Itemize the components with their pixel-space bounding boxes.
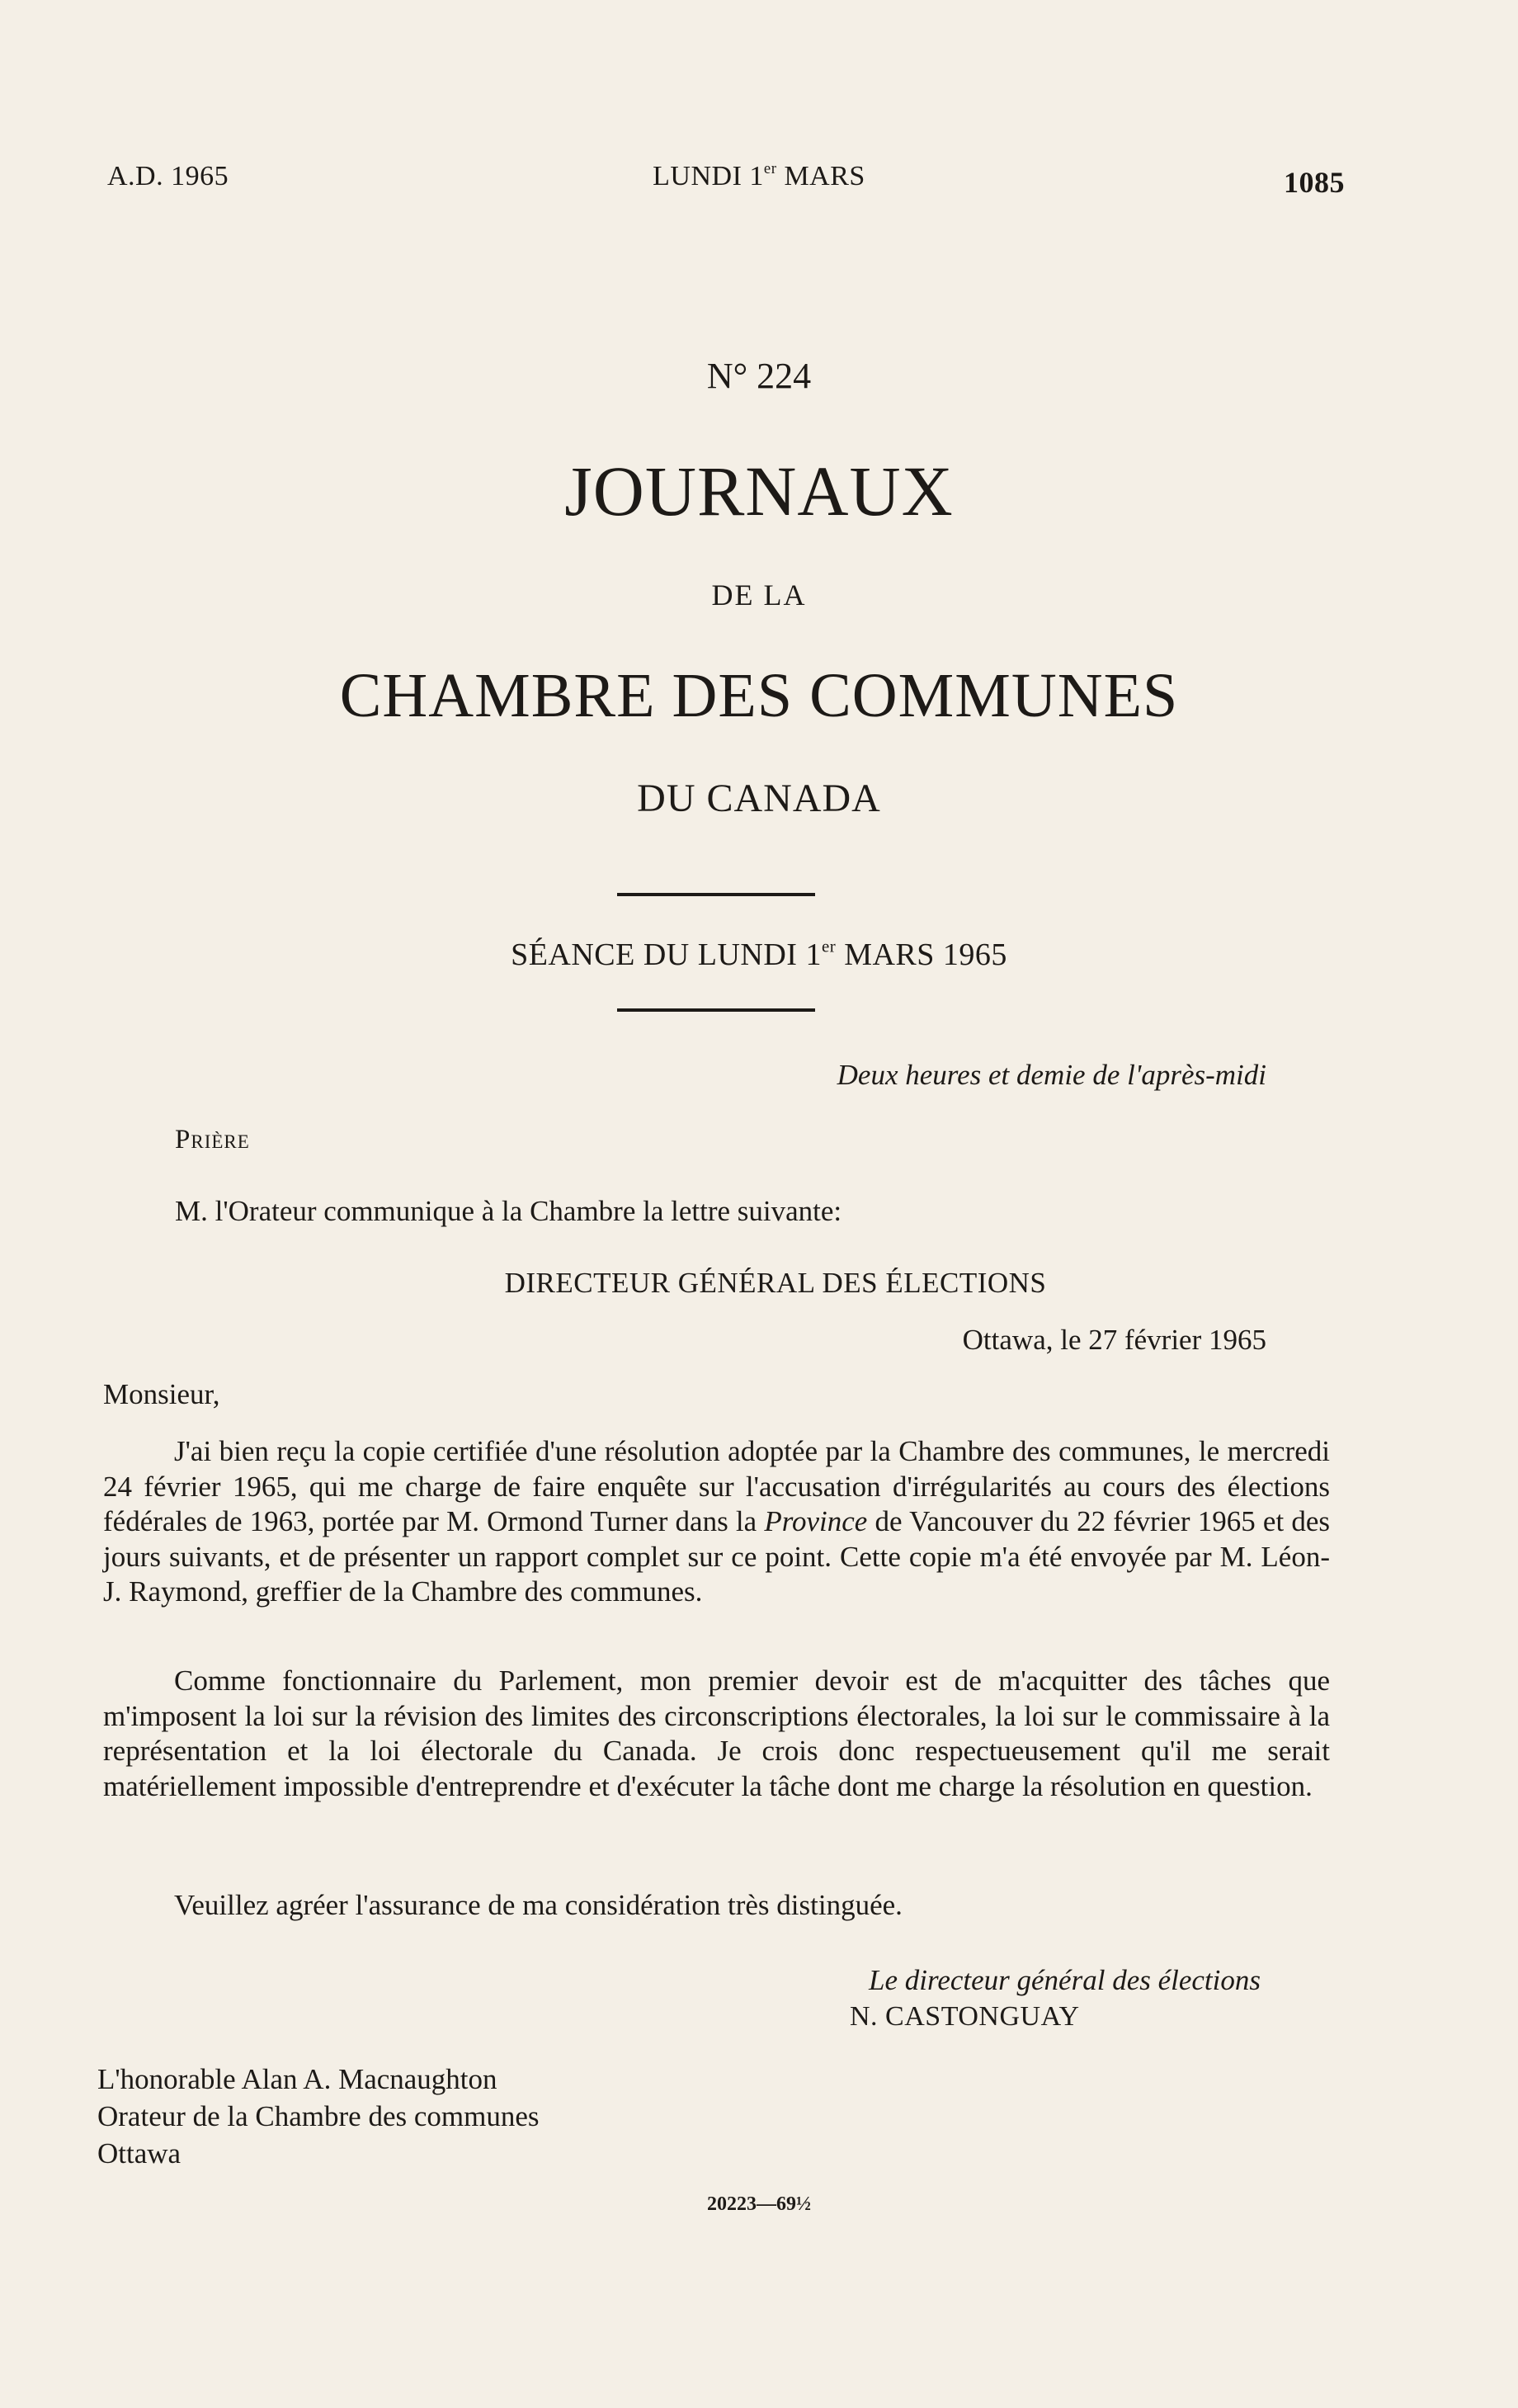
header-date-sup: er (763, 159, 777, 177)
letter-paragraph-3: Veuillez agréer l'assurance de ma considération très distinguée. (174, 1889, 903, 1921)
issue-number: N° 224 (706, 356, 812, 396)
session-heading (0, 937, 1518, 973)
letter-paragraph-1 (103, 1434, 1330, 1610)
session-suffix: MARS 1965 (836, 937, 1007, 972)
prayers-heading: Prière (175, 1125, 250, 1154)
printer-folio: 20223—69½ (707, 2193, 811, 2215)
letter-dateline: Ottawa, le 27 février 1965 (962, 1324, 1266, 1356)
header-date-main: LUNDI 1 (653, 161, 764, 191)
sitting-time: Deux heures et demie de l'après-midi (837, 1059, 1266, 1091)
title-de-la: DE LA (711, 578, 807, 611)
divider-rule-top (617, 893, 815, 896)
divider-rule-bottom (617, 1008, 815, 1012)
speaker-communication: M. l'Orateur communique à la Chambre la lettre suivante: (175, 1195, 842, 1227)
page-title: JOURNAUX (564, 451, 954, 531)
session-sup: er (821, 936, 837, 956)
letter-salutation: Monsieur, (103, 1378, 220, 1410)
para1-text-b: de Vancouver du 22 février 1965 et des jours suivants, et de présenter un rapport complet sur ce point. Cette copie m'a été envoyée par M. Léon-J. Raymond, greffier de la Chambre des communes. (103, 1505, 1330, 1608)
signature-title: Le directeur général des élections (869, 1964, 1261, 1996)
para1-text-a: J'ai bien reçu la copie certifiée d'une résolution adoptée par la Chambre des communes, le mercredi 24 février 1965, qui me charge de faire enquête sur l'accusation d'irrégularités au cours des élections fédérales de 1963, portée par M. Ormond Turner dans la (103, 1435, 1330, 1537)
signature-name: N. CASTONGUAY (850, 2001, 1080, 2032)
letter-heading: DIRECTEUR GÉNÉRAL DES ÉLECTIONS (504, 1267, 1047, 1299)
header-year: A.D. 1965 (107, 161, 229, 191)
addressee-city: Ottawa (97, 2137, 182, 2170)
letter-paragraph-2: Comme fonctionnaire du Parlement, mon premier devoir est de m'acquitter des tâches que m'imposent la loi sur la révision des limites des circonscriptions électorales, la loi sur le commissaire à la représentation et la loi électorale du Canada. Je crois donc respectueusement qu'il me serait matériellement impossible d'entreprendre et d'exécuter la tâche dont me charge la résolution en question. (103, 1664, 1330, 1802)
title-du-canada: DU CANADA (637, 777, 881, 820)
addressee-title: Orateur de la Chambre des communes (97, 2100, 540, 2132)
title-chambre: CHAMBRE DES COMMUNES (339, 661, 1179, 730)
session-prefix: SÉANCE DU LUNDI 1 (511, 937, 822, 972)
header-date-month: MARS (776, 161, 865, 191)
page-number: 1085 (1284, 166, 1345, 199)
addressee-name: L'honorable Alan A. Macnaughton (97, 2063, 497, 2095)
para1-italic: Province (764, 1505, 868, 1537)
